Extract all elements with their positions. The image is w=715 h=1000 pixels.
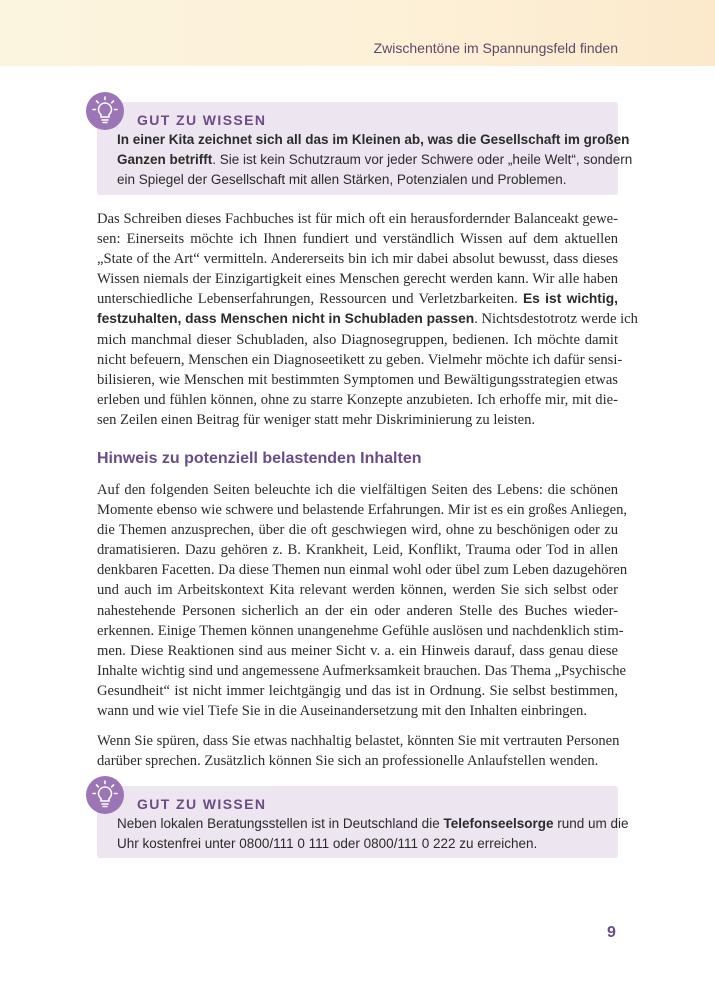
text-run: . Nichtsdestotrotz werde ich <box>474 311 638 328</box>
info-box-emphasis: Ganzen betrifft <box>117 152 213 167</box>
running-header: Zwischentöne im Spannungsfeld finden <box>373 40 618 56</box>
header-band <box>0 0 715 66</box>
body-paragraph-3 <box>97 731 618 771</box>
text-line: darüber sprechen. Zusätzlich können Sie sich an professionelle Anlaufstellen wenden. <box>97 753 599 770</box>
text-run: unterschiedliche Lebenserfahrungen, Ressourcen und Verletzbarkeiten. <box>97 291 523 308</box>
lightbulb-icon <box>86 92 124 130</box>
info-box-label: GUT ZU WISSEN <box>137 112 267 128</box>
section-heading: Hinweis zu potenziell belastenden Inhalten <box>97 450 422 467</box>
info-box-text: rund um die <box>553 816 629 831</box>
info-box-emphasis: Telefonseelsorge <box>443 816 554 831</box>
lightbulb-icon <box>86 776 124 814</box>
info-box-tip-1 <box>97 102 633 195</box>
text-line <box>97 289 618 309</box>
text-line: wann und wie viel Tiefe Sie in die Auseinandersetzung mit den Inhalten einbringen. <box>97 703 588 720</box>
text-line: und auch im Arbeitskontext Kita relevant werden können, werden Sie sich selbst oder <box>97 582 618 599</box>
text-line: erkennen. Einige Themen können unangenehme Gefühle auslösen und nachdenklich stim- <box>97 622 624 639</box>
info-box-label: GUT ZU WISSEN <box>137 796 267 812</box>
info-box-text: . Sie ist kein Schutzraum vor jeder Schwere oder „heile Welt“, sondern <box>212 152 633 167</box>
body-paragraph-2 <box>97 480 628 721</box>
info-box-line: In einer Kita zeichnet sich all das im Kleinen ab, was die Gesellschaft im großen <box>117 132 630 147</box>
text-line <box>97 309 638 329</box>
text-line: sen: Einerseits möchte ich Ihnen fundiert und verständlich Wissen auf dem aktuellen <box>97 231 618 248</box>
info-box-line <box>117 814 629 834</box>
info-box-tip-2 <box>97 786 629 858</box>
text-line: men. Diese Reaktionen sind aus meiner Sicht v. a. ein Hinweis darauf, dass genau diese <box>97 642 618 659</box>
text-line: Wenn Sie spüren, dass Sie etwas nachhaltig belastet, könnten Sie mit vertrauten Personen <box>97 733 620 749</box>
info-box-text: Neben lokalen Beratungsstellen ist in Deutschland die <box>117 816 444 831</box>
text-line: nicht befeuern, Menschen ein Diagnoseetikett zu geben. Vielmehr möchte ich dafür sensi- <box>97 351 623 368</box>
text-line: mich manchmal dieser Schubladen, also Diagnosegruppen, bedienen. Ich möchte damit <box>97 331 618 348</box>
info-box-line <box>117 150 633 170</box>
text-line: denkbaren Facetten. Da diese Themen nun einmal wohl oder übel zum Leben dazugehören <box>97 562 628 579</box>
text-line: Gesundheit“ ist nicht immer leichtgängig und das ist in Ordnung. Sie selbst bestimmen, <box>97 682 618 699</box>
text-line: Das Schreiben dieses Fachbuches ist für mich oft ein herausfordernder Balanceakt gewe- <box>97 211 618 227</box>
text-line: Auf den folgenden Seiten beleuchte ich die vielfältigen Seiten des Lebens: die schönen <box>97 482 618 498</box>
text-line: „State of the Art“ vermitteln. Andererseits bin ich mir dabei absolut bewusst, dass dieses <box>97 251 618 268</box>
text-line: Wissen niemals der Einzigartigkeit eines Menschen gerecht werden kann. Wir alle haben <box>97 271 618 288</box>
text-line: dramatisieren. Dazu gehören z. B. Krankheit, Leid, Konflikt, Trauma oder Tod in allen <box>97 542 618 559</box>
page-number: 9 <box>607 924 616 941</box>
info-box-line: Uhr kostenfrei unter 0800/111 0 111 oder 0800/111 0 222 zu erreichen. <box>117 836 538 851</box>
emphasis-text: festzuhalten, dass Menschen nicht in Schubladen passen <box>97 311 475 327</box>
text-line: die Themen anzusprechen, über die oft geschwiegen wird, ohne zu beschönigen oder zu <box>97 522 618 539</box>
text-line: nahestehende Personen sicherlich an der ein oder anderen Stelle des Buches wieder- <box>97 602 618 619</box>
text-line: erleben und fühlen können, ohne zu starre Konzepte anzubieten. Ich erhoffe mir, mit die- <box>97 391 618 408</box>
text-line: Inhalte wichtig sind und angemessene Aufmerksamkeit brauchen. Das Thema „Psychische <box>97 662 627 679</box>
body-paragraph-1 <box>97 209 638 430</box>
emphasis-text: Es ist wichtig, <box>522 291 618 307</box>
text-line: sen Zeilen einen Beitrag für weniger statt mehr Diskriminierung zu leisten. <box>97 411 536 428</box>
text-line: bilisieren, wie Menschen mit bestimmten Symptomen und Bewältigungsstrategien etwas <box>97 371 618 388</box>
text-line: Momente ebenso wie schwere und belastende Erfahrungen. Mir ist es ein großes Anliegen, <box>97 502 628 519</box>
info-box-line: ein Spiegel der Gesellschaft mit allen Stärken, Potenzialen und Problemen. <box>117 172 567 187</box>
